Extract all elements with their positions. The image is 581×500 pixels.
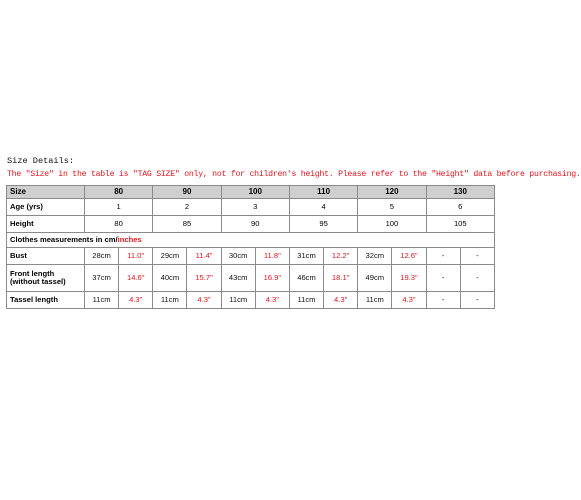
size-chart-table: [6, 185, 495, 309]
inch-value: -: [460, 265, 494, 292]
age-cell: 3: [221, 199, 289, 216]
size-cell: 120: [358, 186, 426, 199]
section-inches: inches: [117, 235, 142, 245]
age-cell: 5: [358, 199, 426, 216]
measurement-label: [7, 265, 85, 292]
measurement-label-line: (without tassel): [10, 277, 66, 286]
inch-value: 15.7": [187, 265, 221, 292]
size-cell: 80: [85, 186, 153, 199]
cm-value: 32cm: [358, 248, 392, 265]
size-label: Size: [7, 186, 85, 199]
cm-value: -: [426, 292, 460, 309]
inch-value: 4.3": [324, 292, 358, 309]
inch-value: 4.3": [255, 292, 289, 309]
inch-value: -: [460, 248, 494, 265]
size-cell: 110: [289, 186, 357, 199]
measurement-row: [7, 292, 495, 309]
inch-value: 18.1": [324, 265, 358, 292]
cm-value: 43cm: [221, 265, 255, 292]
age-row: [7, 199, 495, 216]
inch-value: 19.3": [392, 265, 426, 292]
measurement-label: [7, 292, 85, 309]
inch-value: 11.0": [119, 248, 153, 265]
size-header-row: [7, 186, 495, 199]
height-cell: 100: [358, 216, 426, 233]
inch-value: 4.3": [119, 292, 153, 309]
age-cell: 4: [289, 199, 357, 216]
inch-value: 16.9": [255, 265, 289, 292]
inch-value: 4.3": [392, 292, 426, 309]
size-details-heading: Size Details:: [7, 156, 75, 166]
height-label: Height: [7, 216, 85, 233]
measurement-label-line: Front length: [10, 269, 55, 279]
inch-value: 11.8": [255, 248, 289, 265]
cm-value: 11cm: [153, 292, 187, 309]
inch-value: 12.6": [392, 248, 426, 265]
inch-value: 4.3": [187, 292, 221, 309]
measurement-label: [7, 248, 85, 265]
cm-value: 31cm: [289, 248, 323, 265]
cm-value: 28cm: [85, 248, 119, 265]
cm-value: 46cm: [289, 265, 323, 292]
cm-value: 37cm: [85, 265, 119, 292]
size-cell: 90: [153, 186, 221, 199]
height-cell: 95: [289, 216, 357, 233]
measurements-section-title: [7, 233, 495, 248]
inch-value: 11.4": [187, 248, 221, 265]
cm-value: 11cm: [289, 292, 323, 309]
measurement-row: [7, 248, 495, 265]
height-cell: 90: [221, 216, 289, 233]
size-cell: 130: [426, 186, 494, 199]
cm-value: -: [426, 265, 460, 292]
height-cell: 85: [153, 216, 221, 233]
measurements-section-row: [7, 233, 495, 248]
cm-value: 40cm: [153, 265, 187, 292]
cm-value: 30cm: [221, 248, 255, 265]
age-label: Age (yrs): [7, 199, 85, 216]
age-cell: 6: [426, 199, 494, 216]
size-cell: 100: [221, 186, 289, 199]
height-cell: 80: [85, 216, 153, 233]
cm-value: 11cm: [85, 292, 119, 309]
cm-value: 49cm: [358, 265, 392, 292]
height-row: [7, 216, 495, 233]
age-cell: 2: [153, 199, 221, 216]
section-prefix: Clothes measurements in cm/: [10, 235, 118, 245]
measurement-row: [7, 265, 495, 292]
measurement-label-line: Bust: [10, 251, 27, 261]
cm-value: 11cm: [358, 292, 392, 309]
inch-value: 14.6": [119, 265, 153, 292]
height-cell: 105: [426, 216, 494, 233]
inch-value: -: [460, 292, 494, 309]
cm-value: 29cm: [153, 248, 187, 265]
age-cell: 1: [85, 199, 153, 216]
cm-value: 11cm: [221, 292, 255, 309]
size-notice: The "Size" in the table is "TAG SIZE" only, not for children's height. Please refer to the "Height" data before purchasing.: [7, 170, 581, 179]
measurement-label-line: Tassel length: [10, 295, 58, 305]
cm-value: -: [426, 248, 460, 265]
inch-value: 12.2": [324, 248, 358, 265]
